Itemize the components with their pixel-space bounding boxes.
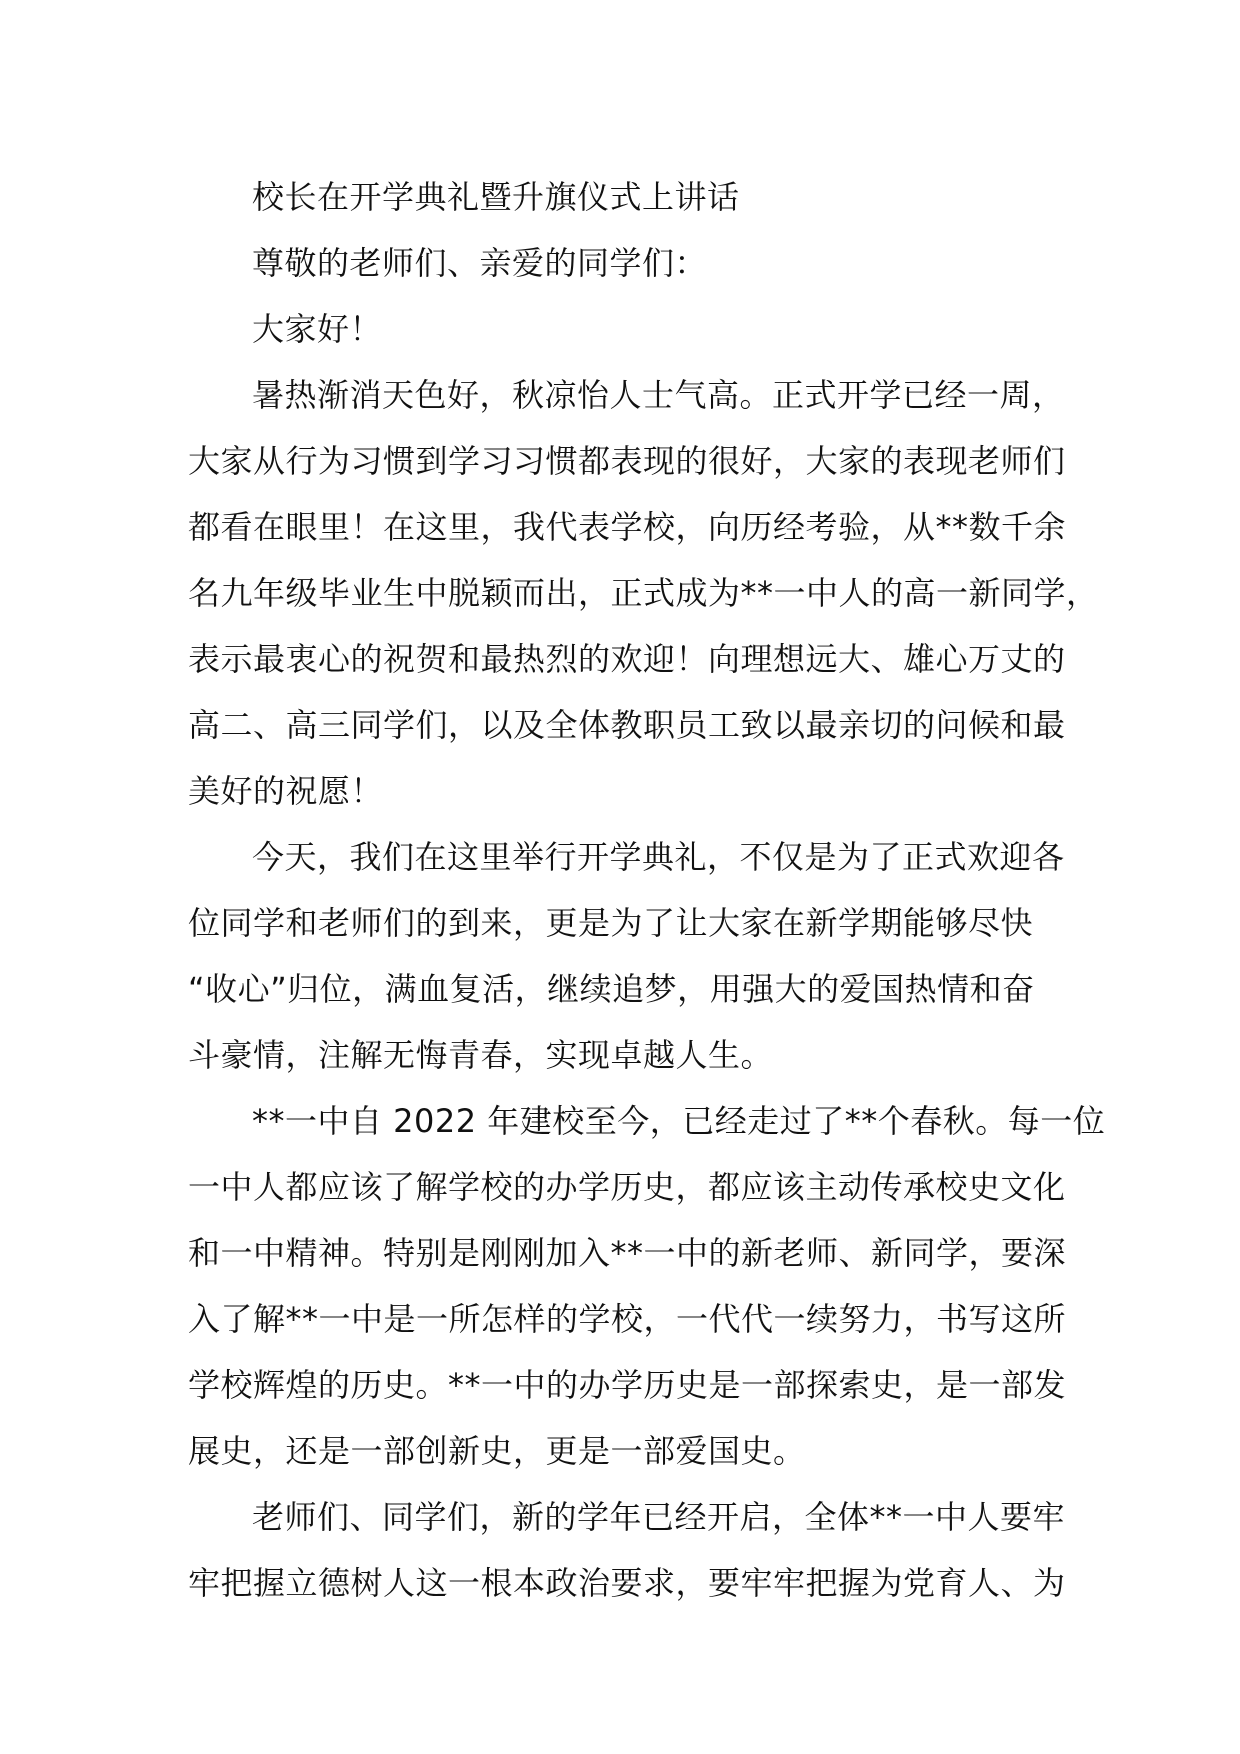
paragraph-line: 展史，还是一部创新史，更是一部爱国史。 — [188, 1432, 806, 1470]
paragraph-line: 位同学和老师们的到来，更是为了让大家在新学期能够尽快 — [188, 904, 1034, 942]
paragraph-line: **一中自 2022 年建校至今，已经走过了**个春秋。每一位 — [252, 1102, 1106, 1140]
paragraph-line: 表示最衷心的祝贺和最热烈的欢迎！向理想远大、雄心万丈的 — [188, 640, 1066, 678]
paragraph-line: 今天，我们在这里举行开学典礼，不仅是为了正式欢迎各 — [252, 838, 1065, 876]
paragraph-line: 斗豪情，注解无悔青春，实现卓越人生。 — [188, 1036, 774, 1074]
paragraph-line: 学校辉煌的历史。**一中的办学历史是一部探索史，是一部发 — [188, 1366, 1067, 1404]
paragraph-line: 老师们、同学们，新的学年已经开启，全体**一中人要牢 — [252, 1498, 1066, 1536]
paragraph-line: 高二、高三同学们，以及全体教职员工致以最亲切的问候和最 — [188, 706, 1066, 744]
paragraph-line: 美好的祝愿！ — [188, 772, 384, 810]
salutation: 尊敬的老师们、亲爱的同学们： — [252, 244, 708, 282]
greeting: 大家好！ — [252, 310, 383, 348]
paragraph-line: 一中人都应该了解学校的办学历史，都应该主动传承校史文化 — [188, 1168, 1066, 1206]
document-title: 校长在开学典礼暨升旗仪式上讲话 — [252, 178, 740, 216]
paragraph-line: 牢把握立德树人这一根本政治要求，要牢牢把握为党育人、为 — [188, 1564, 1066, 1602]
paragraph-line: “收心”归位，满血复活，继续追梦，用强大的爱国热情和奋 — [188, 970, 1035, 1008]
paragraph-line: 入了解**一中是一所怎样的学校，一代代一续努力，书写这所 — [188, 1300, 1067, 1338]
paragraph-line: 暑热渐消天色好，秋凉怡人士气高。正式开学已经一周， — [252, 376, 1065, 414]
paragraph-line: 都看在眼里！在这里，我代表学校，向历经考验，从**数千余 — [188, 508, 1067, 546]
paragraph-line: 大家从行为习惯到学习习惯都表现的很好，大家的表现老师们 — [188, 442, 1066, 480]
paragraph-line: 和一中精神。特别是刚刚加入**一中的新老师、新同学，要深 — [188, 1234, 1067, 1272]
paragraph-line: 名九年级毕业生中脱颖而出，正式成为**一中人的高一新同学， — [188, 574, 1099, 612]
